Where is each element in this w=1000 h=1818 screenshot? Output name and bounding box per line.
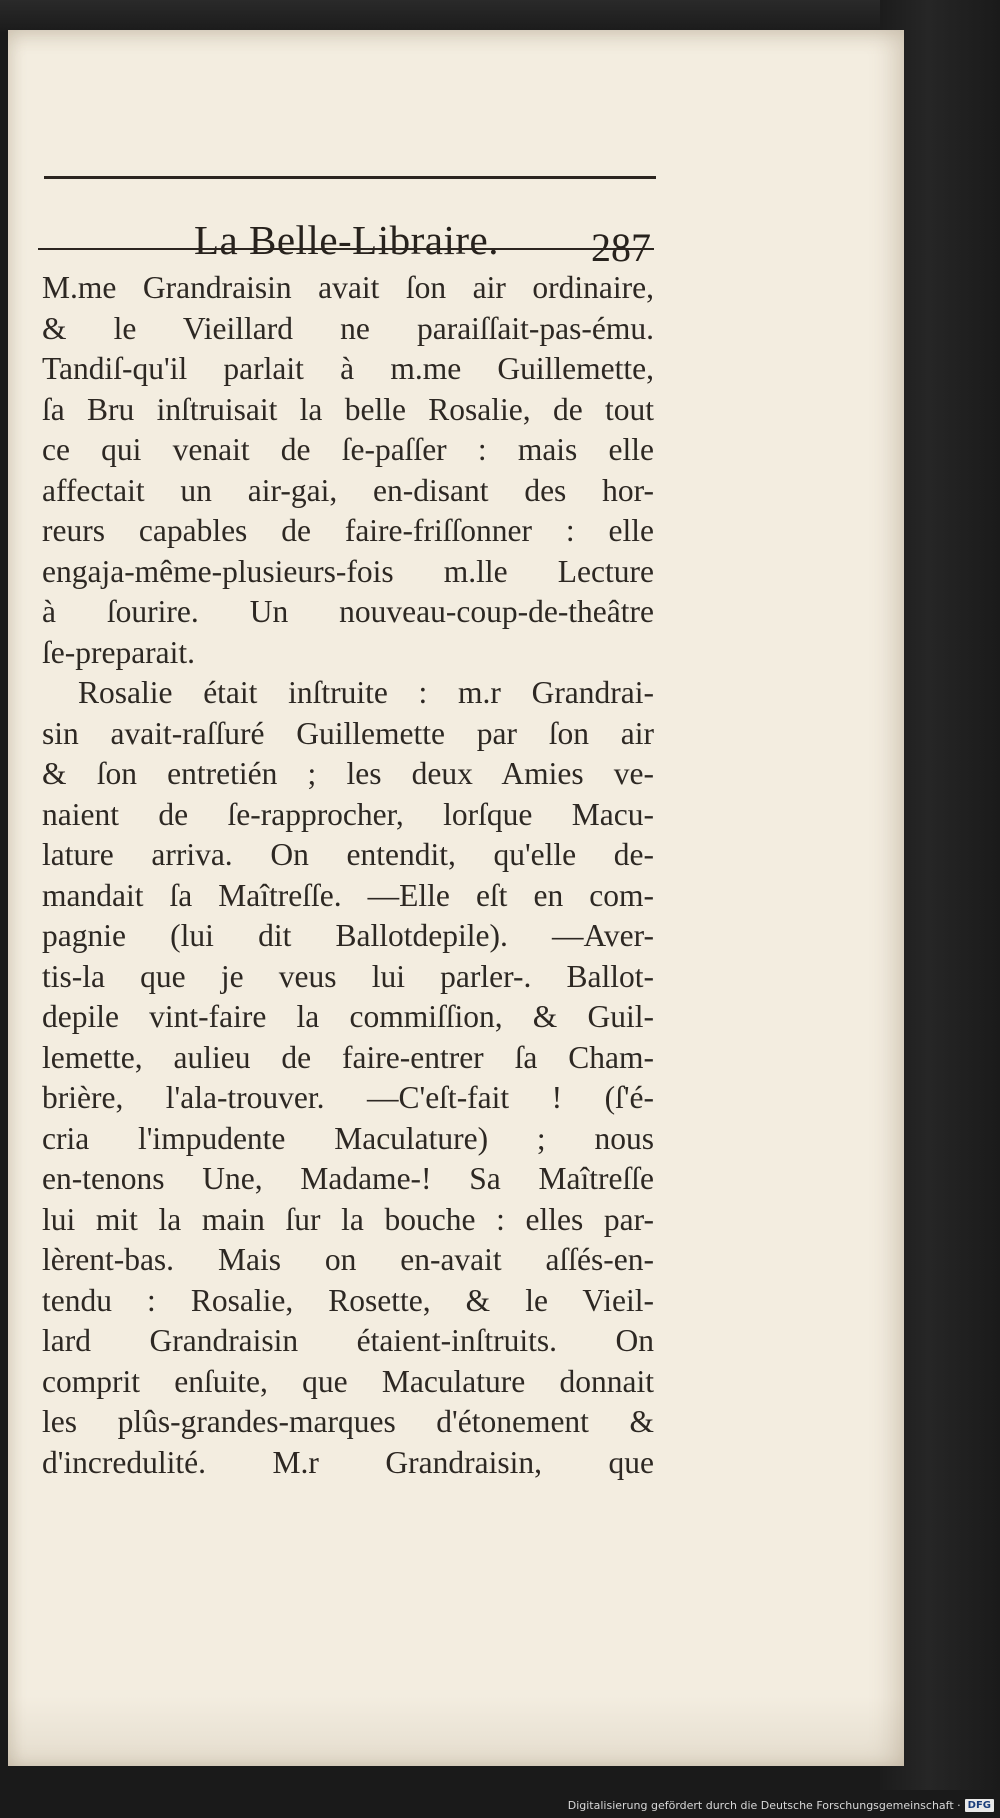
text-line: ce qui venait de ſe-paſſer : mais elle [42, 432, 654, 467]
text-line: & ſon entretién ; les deux Amies ve- [42, 756, 654, 791]
running-head-title: La Belle-Libraire. [194, 217, 499, 263]
dfg-logo: DFG [965, 1799, 994, 1812]
book-page [8, 30, 904, 1766]
page-number: 287 [591, 225, 651, 270]
text-line: lature arriva. On entendit, qu'elle de- [42, 837, 654, 872]
text-line: lèrent-bas. Mais on en-avait aſſés-en- [42, 1242, 654, 1277]
text-line: en-tenons Une, Madame-! Sa Maîtreſſe [42, 1161, 654, 1196]
text-line: cria l'impudente Maculature) ; nous [42, 1120, 654, 1156]
text-line: d'incredulité. M.r Grandraisin, que [42, 1444, 654, 1480]
text-line: sin avait-raſſuré Guillemette par ſon air [42, 715, 654, 751]
text-line: ſe-preparait. [42, 634, 196, 670]
text-line: Tandiſ-qu'il parlait à m.me Guillemette, [42, 351, 654, 386]
text-line: lard Grandraisin étaient-inſtruits. On [42, 1323, 654, 1358]
text-line: tis-la que je veus lui parler-. Ballot- [42, 958, 654, 994]
text-line: & le Vieillard ne paraiſſait-pas-ému. [42, 310, 654, 346]
text-line: depile vint-faire la commiſſion, & Guil- [42, 999, 654, 1034]
digitization-credit [568, 1799, 994, 1812]
text-line: lemette, aulieu de faire-entrer ſa Cham- [42, 1039, 654, 1075]
text-line: mandait ſa Maîtreſſe. —Elle eſt en com- [42, 877, 654, 913]
text-line: reurs capables de faire-friſſonner : elle [42, 513, 654, 548]
text-line: brière, l'ala-trouver. —C'eſt-fait ! (ſ'é- [42, 1080, 654, 1115]
text-line: ſa Bru inſtruisait la belle Rosalie, de tout [42, 391, 654, 427]
text-line: engaja-même-plusieurs-fois m.lle Lecture [42, 553, 654, 589]
credit-text: Digitalisierung gefördert durch die Deutsche Forschungsgemeinschaft · [567, 1799, 961, 1812]
text-line: lui mit la main ſur la bouche : elles par- [42, 1201, 654, 1237]
text-line: M.me Grandraisin avait ſon air ordinaire, [42, 270, 654, 305]
header-rule-bottom [38, 248, 654, 250]
text-line: affectait un air-gai, en-disant des hor- [42, 472, 654, 508]
text-line: à ſourire. Un nouveau-coup-de-theâtre [42, 594, 654, 629]
text-line: pagnie (lui dit Ballotdepile). —Aver- [42, 918, 654, 953]
text-line: les plûs-grandes-marques d'étonement & [42, 1404, 654, 1439]
text-line: tendu : Rosalie, Rosette, & le Vieil- [42, 1282, 654, 1318]
text-line: comprit enſuite, que Maculature donnait [42, 1363, 654, 1399]
header-rule-top [44, 176, 656, 179]
text-line: Rosalie était inſtruite : m.r Grandrai- [78, 675, 654, 710]
body-text [42, 268, 654, 1483]
text-line: naient de ſe-rapprocher, lorſque Macu- [42, 796, 654, 832]
scan-top-border [0, 0, 1000, 32]
page-bottom-shading [8, 1696, 904, 1766]
